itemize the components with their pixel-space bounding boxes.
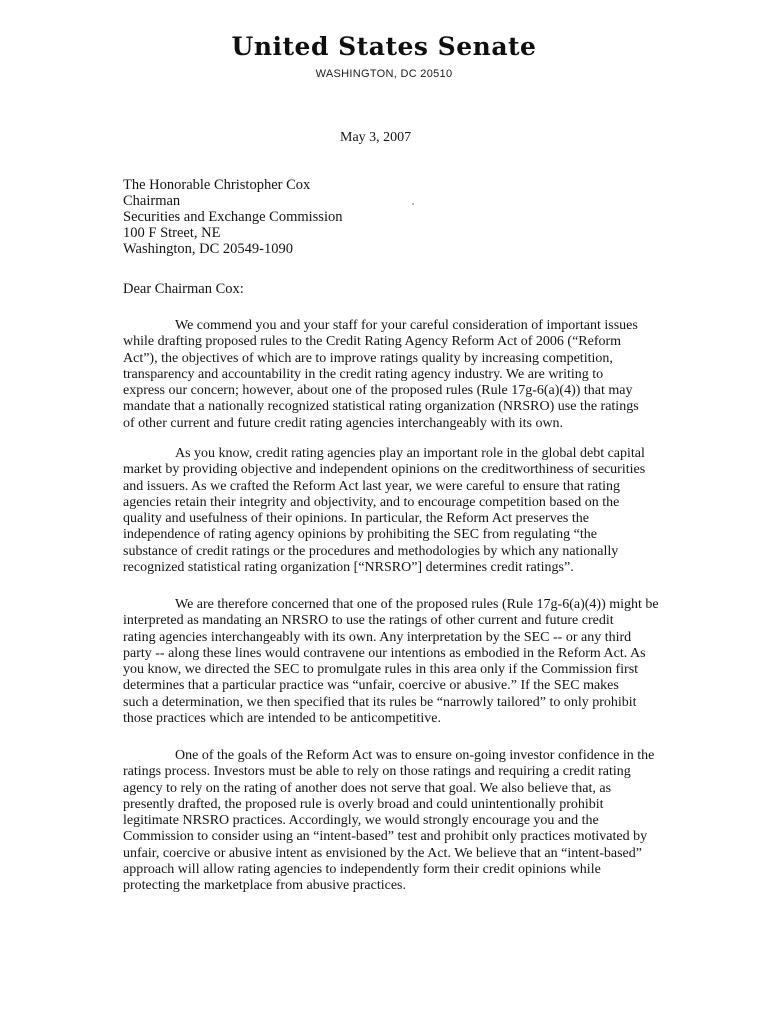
- letterhead-title: United States Senate: [231, 32, 537, 61]
- recipient-line: Securities and Exchange Commission: [123, 209, 343, 225]
- letterhead-address: WASHINGTON, DC 20510: [315, 68, 453, 80]
- body-paragraph-3: [123, 597, 663, 727]
- paragraph-line: agencies retain their integrity and objectivity, and to encourage competition based on the: [123, 494, 620, 510]
- paragraph-line: unfair, coercive or abusive intent as envisioned by the Act. We believe that an “intent-based”: [123, 845, 642, 861]
- paragraph-line: ratings process. Investors must be able to rely on those ratings and requiring a credit rating: [123, 764, 631, 780]
- scan-speck: [412, 203, 414, 205]
- paragraph-line: agency to rely on the rating of another does not serve that goal. We also believe that, as: [123, 780, 612, 796]
- paragraph-line: and issuers. As we crafted the Reform Act last year, we were careful to ensure that rating: [123, 478, 621, 494]
- paragraph-line: while drafting proposed rules to the Credit Rating Agency Reform Act of 2006 (“Reform: [123, 334, 622, 350]
- recipient-line: Chairman: [123, 193, 181, 209]
- body-paragraph-1: [123, 318, 663, 432]
- salutation: Dear Chairman Cox:: [123, 281, 244, 297]
- paragraph-line: quality and usefulness of their opinions. In particular, the Reform Act preserves the: [123, 511, 589, 527]
- paragraph-line: As you know, credit rating agencies play an important role in the global debt capital: [175, 446, 645, 461]
- recipient-line: The Honorable Christopher Cox: [123, 177, 311, 193]
- recipient-address-block: [123, 177, 342, 257]
- paragraph-line: express our concern; however, about one of the proposed rules (Rule 17g-6(a)(4)) that may: [123, 383, 633, 399]
- paragraph-line: independence of rating agency opinions by prohibiting the SEC from regulating “the: [123, 527, 597, 543]
- paragraph-line: interpreted as mandating an NRSRO to use the ratings of other current and future credit: [123, 613, 614, 629]
- paragraph-line: We are therefore concerned that one of the proposed rules (Rule 17g-6(a)(4)) might be: [175, 597, 659, 612]
- paragraph-line: party -- along these lines would contravene our intentions as embodied in the Reform Act. As: [123, 645, 646, 661]
- paragraph-line: presently drafted, the proposed rule is overly broad and could unintentionally prohibit: [123, 796, 604, 812]
- paragraph-line: of other current and future credit rating agencies interchangeably with its own.: [123, 415, 564, 431]
- paragraph-line: protecting the marketplace from abusive practices.: [123, 878, 406, 894]
- recipient-line: Washington, DC 20549-1090: [123, 241, 294, 257]
- paragraph-line: We commend you and your staff for your careful consideration of important issues: [175, 318, 638, 333]
- body-paragraph-4: [123, 748, 663, 895]
- paragraph-line: those practices which are intended to be anticompetitive.: [123, 711, 441, 727]
- paragraph-line: recognized statistical rating organization [“NRSRO”] determines credit ratings”.: [123, 560, 574, 576]
- body-paragraph-2: [123, 446, 663, 576]
- paragraph-line: substance of credit ratings or the procedures and methodologies by which any nationally: [123, 543, 619, 559]
- paragraph-line: rating agencies interchangeably with its own. Any interpretation by the SEC -- or any third: [123, 629, 632, 645]
- paragraph-line: market by providing objective and independent opinions on the creditworthiness of securities: [123, 462, 646, 478]
- paragraph-line: transparency and accountability in the credit rating agency industry. We are writing to: [123, 366, 604, 382]
- paragraph-line: approach will allow rating agencies to independently form their credit opinions while: [123, 862, 601, 878]
- paragraph-line: legitimate NRSRO practices. Accordingly, we would strongly encourage you and the: [123, 813, 599, 829]
- letter-date: May 3, 2007: [340, 130, 412, 145]
- paragraph-line: Commission to consider using an “intent-based” test and prohibit only practices motivated by: [123, 829, 648, 845]
- paragraph-line: mandate that a nationally recognized statistical rating organization (NRSRO) use the ratings: [123, 399, 639, 415]
- paragraph-line: such a determination, we then specified that its rules be “narrowly tailored” to only prohibit: [123, 694, 637, 710]
- paragraph-line: Act”), the objectives of which are to improve ratings quality by increasing competition,: [123, 350, 613, 366]
- paragraph-line: you know, we directed the SEC to promulgate rules in this area only if the Commission first: [123, 662, 639, 678]
- paragraph-line: One of the goals of the Reform Act was to ensure on-going investor confidence in the: [175, 748, 655, 763]
- recipient-line: 100 F Street, NE: [123, 225, 221, 241]
- paragraph-line: determines that a particular practice was “unfair, coercive or abusive.” If the SEC makes: [123, 678, 619, 694]
